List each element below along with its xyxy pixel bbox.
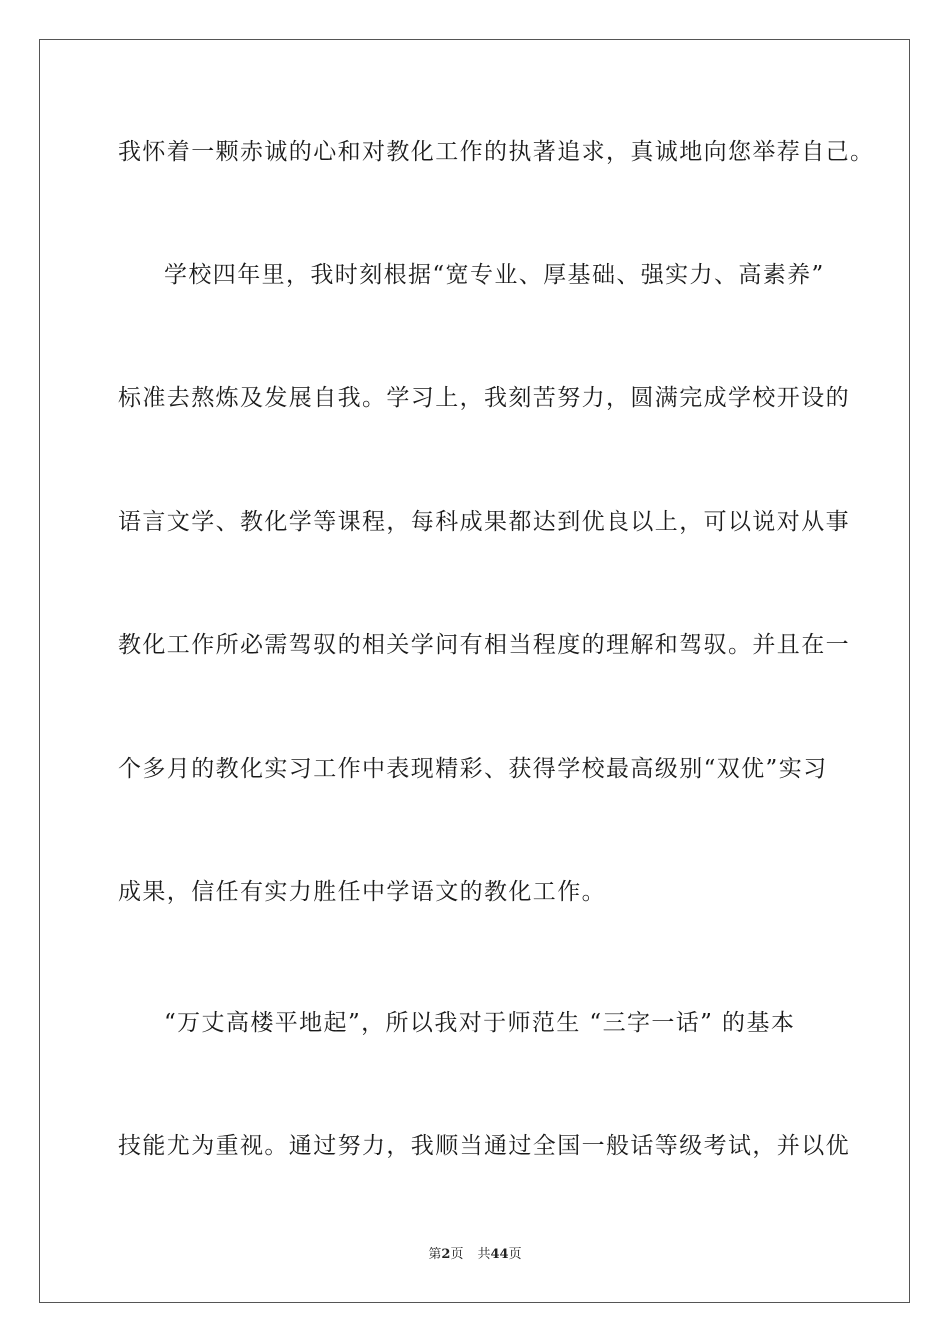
page-total: 共44页 — [477, 1247, 522, 1262]
body-line-6: 个多月的教化实习工作中表现精彩、获得学校最高级别“双优”实习 — [118, 756, 828, 782]
body-line-8: “万丈高楼平地起”，所以我对于师范生 “三字一话” 的基本 — [164, 1010, 796, 1036]
body-line-1: 我怀着一颗赤诚的心和对教化工作的执著追求，真诚地向您举荐自己。 — [118, 139, 875, 165]
body-line-7: 成果，信任有实力胜任中学语文的教化工作。 — [118, 879, 606, 905]
body-line-5: 教化工作所必需驾驭的相关学问有相当程度的理解和驾驭。并且在一 — [118, 632, 850, 658]
page-number: 第2页 — [428, 1247, 464, 1262]
body-line-4: 语言文学、教化学等课程，每科成果都达到优良以上，可以说对从事 — [118, 509, 850, 535]
body-line-9: 技能尤为重视。通过努力，我顺当通过全国一般话等级考试，并以优 — [118, 1133, 850, 1159]
body-line-2: 学校四年里，我时刻根据“宽专业、厚基础、强实力、高素养” — [164, 262, 825, 288]
page-footer — [0, 1246, 950, 1264]
body-line-3: 标准去熬炼及发展自我。学习上，我刻苦努力，圆满完成学校开设的 — [118, 385, 850, 411]
page-border — [39, 39, 910, 1303]
